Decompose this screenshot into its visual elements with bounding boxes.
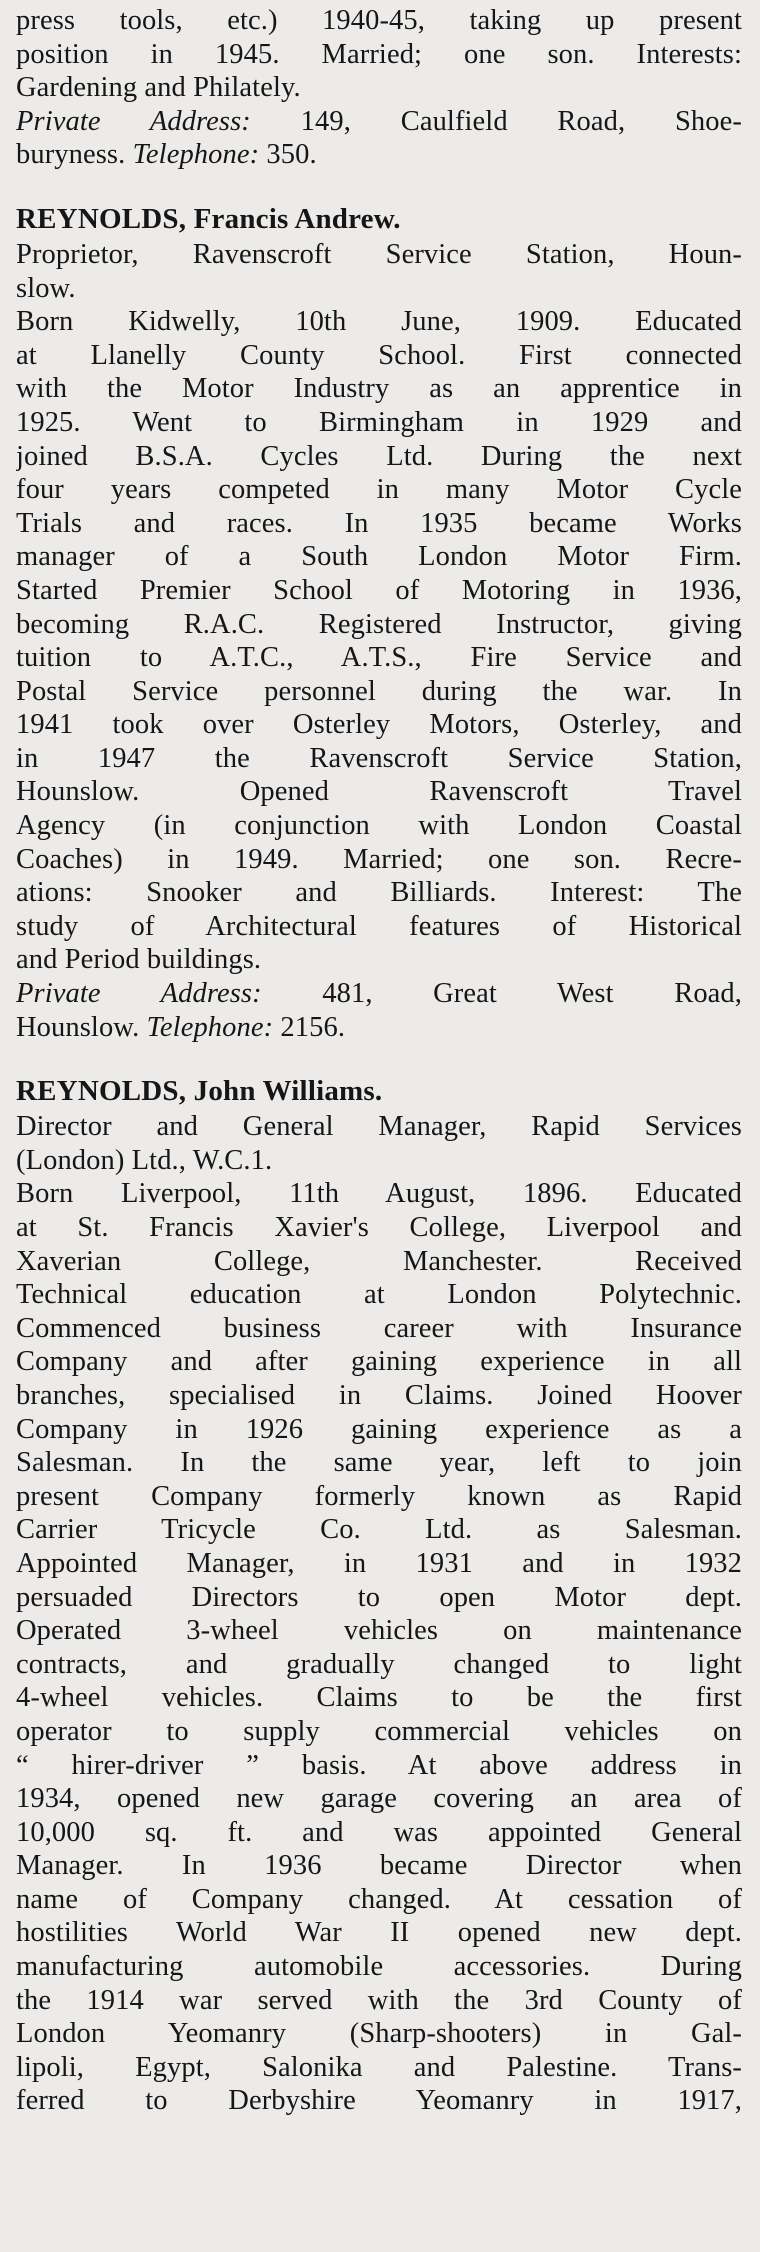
body-line: and Period buildings. — [16, 944, 262, 976]
body-line: contracts, and gradually changed to light — [16, 1648, 742, 1680]
address-line — [16, 977, 742, 1011]
body-line: at St. Francis Xavier's College, Liverpool and — [16, 1212, 742, 1243]
telephone-label: Telephone: — [146, 1011, 274, 1043]
body-line: manufacturing automobile accessories. During — [16, 1951, 742, 1983]
body-line: with the Motor Industry as an apprentice in — [16, 373, 742, 405]
body-line: slow. — [16, 272, 76, 304]
entry-heading: REYNOLDS, Francis Andrew. — [16, 202, 401, 235]
body-line: press tools, etc.) 1940-45, taking up present — [16, 5, 742, 36]
body-line: persuaded Directors to open Motor dept. — [16, 1581, 742, 1613]
entry-reynolds-john-williams — [16, 1074, 742, 2118]
address-text: buryness. — [16, 139, 126, 171]
body-line: Company and after gaining experience in all — [16, 1346, 742, 1378]
body-line: name of Company changed. At cessation of — [16, 1883, 742, 1915]
body-line: London Yeomanry (Sharp-shooters) in Gal- — [16, 2018, 742, 2050]
address-line — [16, 105, 742, 139]
body-line: Operated 3-wheel vehicles on maintenance — [16, 1615, 742, 1647]
body-line: joined B.S.A. Cycles Ltd. During the next — [16, 440, 742, 472]
body-line: Born Kidwelly, 10th June, 1909. Educated — [16, 306, 742, 338]
body-line: position in 1945. Married; one son. Interests: — [16, 38, 742, 70]
body-line: Director and General Manager, Rapid Services — [16, 1111, 742, 1143]
telephone-number: 350. — [266, 139, 317, 171]
body-line: Company in 1926 gaining experience as a — [16, 1413, 742, 1445]
body-line: Coaches) in 1949. Married; one son. Recre- — [16, 843, 742, 875]
body-line: study of Architectural features of Historical — [16, 910, 742, 942]
entry-heading: REYNOLDS, John Williams. — [16, 1075, 383, 1108]
telephone-label: Telephone: — [132, 139, 260, 171]
body-line: Carrier Tricycle Co. Ltd. as Salesman. — [16, 1514, 742, 1546]
previous-entry-continuation — [16, 4, 742, 172]
address-text: 149, Caulfield Road, Shoe- — [300, 105, 742, 137]
body-line: Trials and races. In 1935 became Works — [16, 507, 742, 539]
body-line: branches, specialised in Claims. Joined Hoover — [16, 1379, 742, 1411]
body-line: 1934, opened new garage covering an area of — [16, 1783, 742, 1815]
body-line: 10,000 sq. ft. and was appointed General — [16, 1816, 742, 1848]
body-line: present Company formerly known as Rapid — [16, 1480, 742, 1512]
body-line: operator to supply commercial vehicles on — [16, 1715, 742, 1747]
address-line — [16, 1011, 742, 1045]
body-line: Postal Service personnel during the war. In — [16, 675, 742, 707]
body-line: (London) Ltd., W.C.1. — [16, 1144, 273, 1176]
body-line: Started Premier School of Motoring in 1936, — [16, 574, 742, 606]
address-text: Hounslow. — [16, 1011, 140, 1043]
body-line: 4-wheel vehicles. Claims to be the first — [16, 1682, 742, 1714]
address-line — [16, 138, 742, 172]
body-line: Proprietor, Ravenscroft Service Station, Houn- — [16, 238, 742, 270]
body-line: Salesman. In the same year, left to join — [16, 1447, 742, 1479]
body-line: Agency (in conjunction with London Coastal — [16, 810, 742, 842]
body-line: tuition to A.T.C., A.T.S., Fire Service and — [16, 642, 742, 674]
body-line: Xaverian College, Manchester. Received — [16, 1245, 742, 1277]
body-line: “ hirer-driver ” basis. At above address in — [16, 1749, 742, 1781]
body-line: Gardening and Philately. — [16, 72, 301, 104]
body-line: ations: Snooker and Billiards. Interest: The — [16, 877, 742, 909]
address-label: Private Address: — [16, 105, 251, 137]
body-line: in 1947 the Ravenscroft Service Station, — [16, 742, 742, 774]
entry-reynolds-francis-andrew — [16, 202, 742, 1044]
body-line: ferred to Derbyshire Yeomanry in 1917, — [16, 2085, 742, 2117]
body-line: hostilities World War II opened new dept. — [16, 1917, 742, 1949]
body-line: 1925. Went to Birmingham in 1929 and — [16, 406, 742, 438]
body-line: at Llanelly County School. First connected — [16, 339, 742, 371]
body-line: four years competed in many Motor Cycle — [16, 474, 742, 506]
body-line: Commenced business career with Insurance — [16, 1312, 742, 1344]
address-label: Private Address: — [16, 978, 262, 1010]
body-line: lipoli, Egypt, Salonika and Palestine. Trans- — [16, 2051, 742, 2083]
telephone-number: 2156. — [280, 1011, 346, 1043]
body-line: Hounslow. Opened Ravenscroft Travel — [16, 776, 742, 808]
body-line: 1941 took over Osterley Motors, Osterley, and — [16, 709, 742, 741]
body-line: becoming R.A.C. Registered Instructor, giving — [16, 608, 742, 640]
body-line: Appointed Manager, in 1931 and in 1932 — [16, 1547, 742, 1579]
body-line: Born Liverpool, 11th August, 1896. Educated — [16, 1178, 742, 1210]
address-text: 481, Great West Road, — [322, 978, 742, 1010]
body-line: Technical education at London Polytechnic. — [16, 1279, 742, 1311]
body-line: Manager. In 1936 became Director when — [16, 1850, 742, 1882]
body-line: the 1914 war served with the 3rd County of — [16, 1984, 742, 2016]
body-line: manager of a South London Motor Firm. — [16, 541, 742, 573]
